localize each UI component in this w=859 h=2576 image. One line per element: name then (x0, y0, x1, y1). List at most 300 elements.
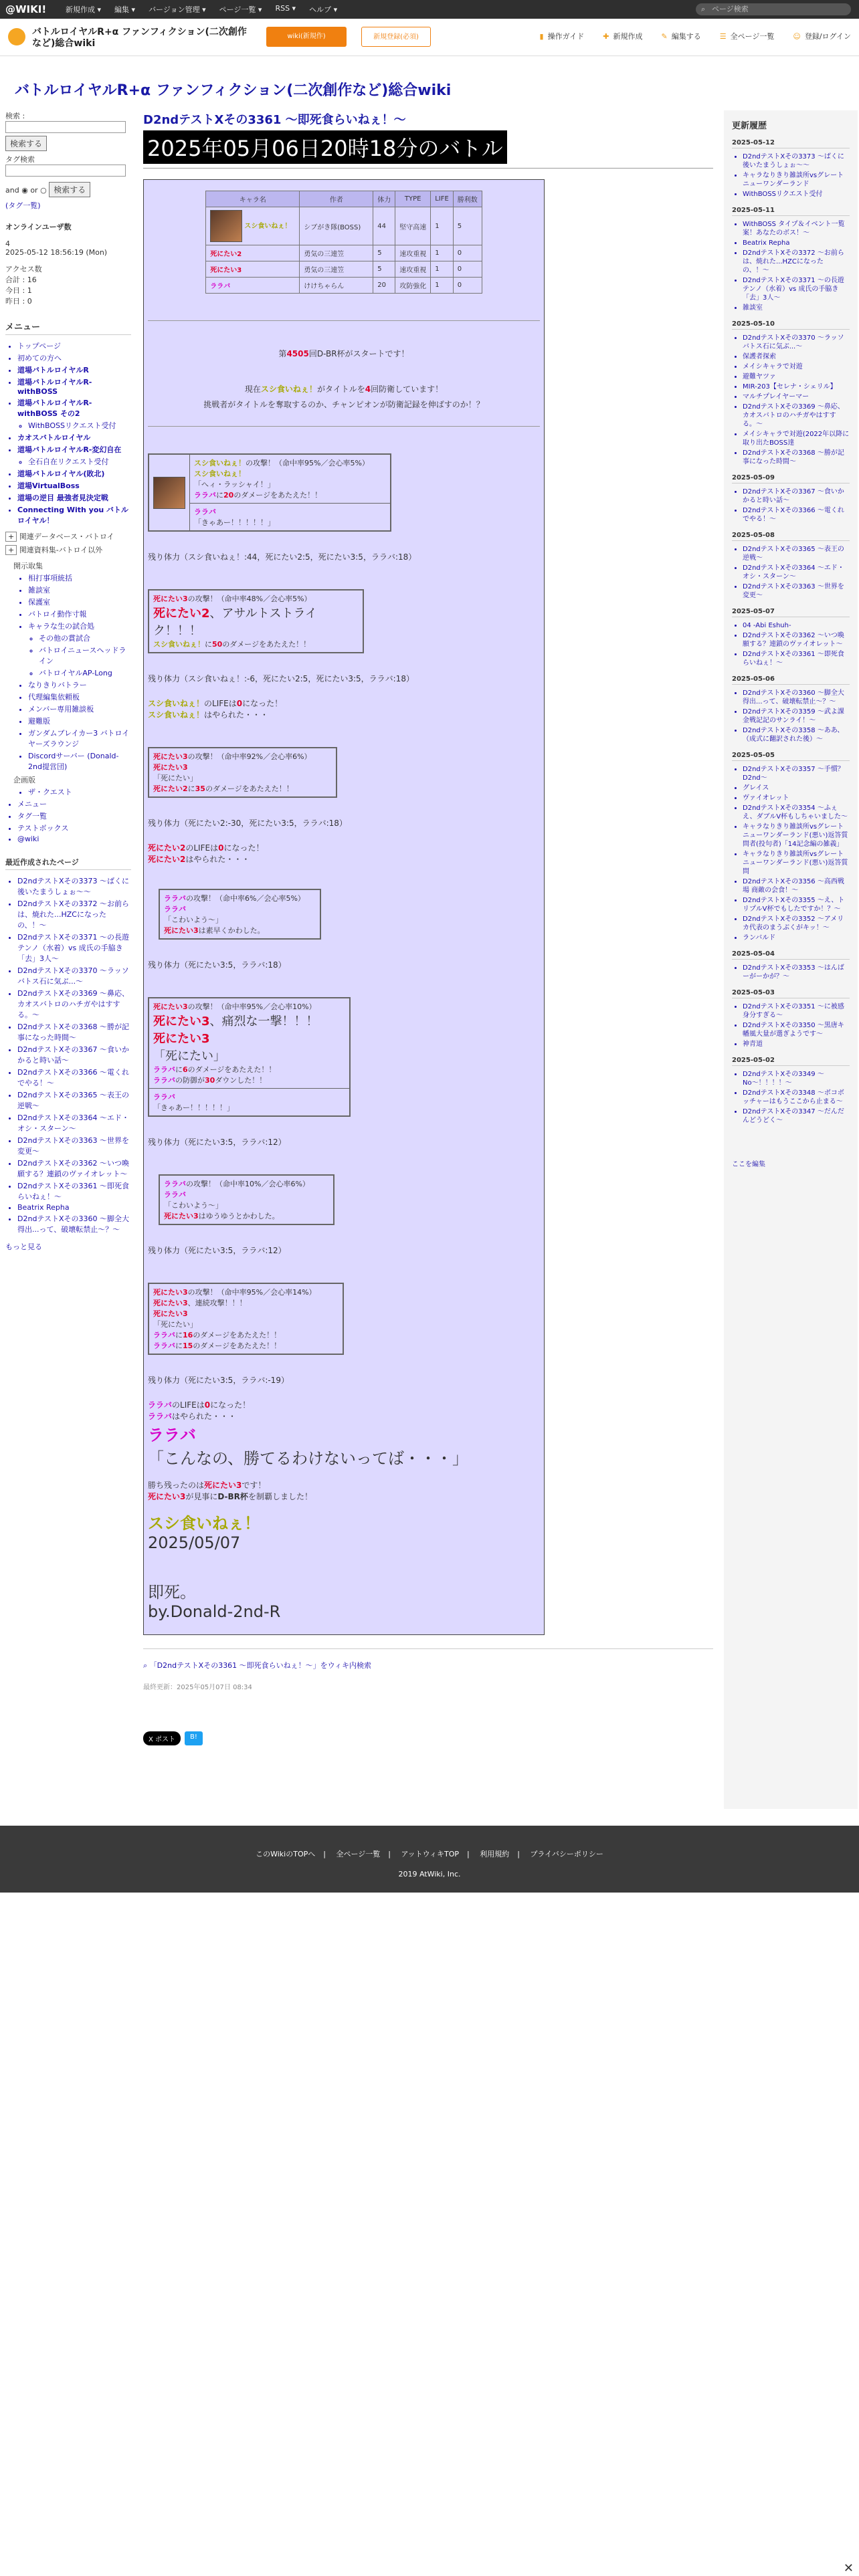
player-name: スシ食いねぇ！ (244, 223, 292, 230)
fight-log (159, 1174, 335, 1225)
footer-link[interactable]: アットウィキTOP (401, 1850, 460, 1858)
login-label: 登録/ログイン (804, 32, 851, 41)
related-db-toggle[interactable] (5, 531, 131, 542)
update-item[interactable]: • D2ndテストXその3365 〜表王の逆戦〜 (743, 545, 850, 562)
sub-item[interactable]: ◦ バトロイニュースヘッドライン (39, 645, 131, 666)
and-radio[interactable]: ◉ (21, 186, 28, 195)
announce-text: 回防衛しています！ (371, 385, 444, 394)
defeat-line (148, 697, 540, 709)
atwiki-logo[interactable]: @WIKI! (5, 3, 47, 15)
footer-link[interactable]: プライバシーポリシー (530, 1850, 603, 1858)
update-item[interactable]: • 04 -Abi Eshuh- (743, 621, 850, 630)
update-date: 2025-05-12 (732, 139, 850, 148)
sub-item[interactable]: • 避難版 (28, 716, 131, 726)
menu-item[interactable]: • 初めての方へ (17, 352, 131, 363)
recent-item[interactable]: • D2ndテストXその3371 〜の長遊テンノ（水着）vs 成氏の手脇き「去」3人〜 (17, 932, 131, 964)
wiki-search-button[interactable]: 検索する (5, 136, 47, 151)
extra-item[interactable]: • メニュー (17, 798, 131, 809)
fight-text-part: の攻撃！（命中率95%／会心率14%） (187, 1288, 316, 1297)
update-item[interactable]: • 保護者探索 (743, 352, 850, 361)
update-item[interactable]: • 雑談室 (743, 304, 850, 312)
winner-line (148, 1491, 540, 1502)
attacker: ララバ (164, 894, 186, 903)
attacker: 死にたい3 (153, 1288, 188, 1297)
expand-icon: + (5, 532, 17, 542)
attacker: スシ食いねぇ！ (194, 459, 246, 467)
defeat-text: はやられた・・・ (185, 855, 250, 864)
spacer (148, 363, 540, 379)
site-title[interactable]: バトルロイヤルR+α ファンフィクション(二次創作など)総合wiki (32, 27, 247, 49)
defeated: スシ食いねぇ！ (148, 699, 205, 708)
defeated: ララバ (148, 1412, 173, 1421)
cup-name: D-BR杯 (217, 1492, 248, 1501)
fight-row (149, 591, 363, 653)
fight-row (160, 1176, 334, 1224)
tag-search-label: タグ検索 (5, 155, 35, 164)
defeated: 死にたい2 (148, 843, 186, 853)
target: ララバ (194, 491, 216, 500)
update-item[interactable]: • D2ndテストXその3357 〜手慣？D2nd〜 (743, 765, 850, 782)
fight-row (160, 890, 320, 939)
x-post-button[interactable]: X ポスト (143, 1731, 181, 1745)
update-date: 2025-05-09 (732, 474, 850, 484)
footer-link[interactable]: このWikiのTOPへ (256, 1850, 316, 1858)
update-list (732, 964, 850, 981)
update-item[interactable]: • メイシキャラで対遊(2022年以降に取り出たBOSS達 (743, 430, 850, 447)
player-name: ララバ (206, 278, 300, 294)
header-links (521, 31, 851, 41)
player-table (205, 191, 482, 294)
fight-line (164, 1210, 329, 1221)
sub-list (5, 572, 131, 772)
avatar (153, 477, 185, 509)
extra-item[interactable]: • テストボックス (17, 823, 131, 833)
users-icon: ☺ (793, 32, 801, 41)
update-item[interactable]: • D2ndテストXその3361 〜即死食らいねぇ！〜 (743, 650, 850, 667)
sub-title: 開示取集 (13, 562, 43, 570)
menu-item[interactable]: • トップページ (17, 340, 131, 351)
author-cell: けけちゃらん (300, 278, 373, 294)
fight-text-part: の攻撃！（命中率6%／会心率5%） (186, 894, 305, 903)
sub-item[interactable]: • なりきりバトラー (28, 679, 131, 690)
edit-link[interactable] (662, 31, 701, 41)
recent-item[interactable]: • Beatrix Repha (17, 1203, 131, 1212)
damage: 50 (212, 640, 223, 649)
defeat-line (148, 853, 540, 865)
defeat-line (148, 1399, 540, 1410)
guide-link[interactable] (540, 31, 585, 41)
update-item[interactable]: • キャラなりきり雑談所vsグレートニューワンダーランド(悪い)返答質問 (743, 850, 850, 876)
update-item[interactable]: • D2ndテストXその3363 〜世界を変更〜 (743, 582, 850, 600)
update-date: 2025-05-08 (732, 532, 850, 541)
announce-text: がタイトルを (316, 385, 365, 394)
sub-item[interactable]: ◦ その他の賞試合 (39, 633, 131, 643)
sub-item[interactable]: • ガンダムブレイカー3 バトロイヤーズラウンジ (28, 728, 131, 749)
attacker: 死にたい2 (153, 607, 210, 621)
speaker: ララバ (153, 1093, 175, 1101)
damage: 20 (223, 491, 234, 500)
attacker: 死にたい3 (153, 595, 188, 603)
fight-text-part: の攻撃！（命中率92%／会心率6%） (187, 752, 312, 761)
champion-name: スシ食いねぇ！ (148, 1514, 260, 1533)
fight-text-part: のダメージをあたえた！！ (205, 784, 294, 793)
fight-text-part: の攻撃！（命中率95%／会心率5%） (246, 459, 369, 467)
update-item[interactable]: • 避難ヤツァ (743, 372, 850, 381)
expand-icon: + (5, 545, 17, 555)
death-note: 即死。 (148, 1583, 196, 1602)
menu-new[interactable]: 新規作成 ▾ (66, 5, 102, 14)
fight-row (149, 1089, 350, 1116)
life-value: 0 (218, 843, 224, 853)
fight-avatar-cell (149, 455, 190, 531)
menu-item[interactable]: • 道場バトルロイヤルR (17, 364, 131, 375)
fight-log (148, 747, 337, 798)
wins-cell: 5 (453, 207, 482, 245)
attacker: ララバ (164, 1180, 186, 1188)
quote: 「へィ・ラッシャイ！」 (194, 480, 275, 489)
winner-text: が見事に (185, 1492, 218, 1501)
update-item[interactable]: • D2ndテストXその3360 〜脚全大得出...って、破壊転禁止〜？〜 (743, 689, 850, 706)
update-item[interactable]: • D2ndテストXその3364 〜エド・オシ・スターン〜 (743, 564, 850, 581)
new-page-label: 新規作成 (613, 32, 643, 41)
update-item[interactable]: • D2ndテストXその3356 〜高西戦場 商敵の会食！〜 (743, 877, 850, 895)
sub-item[interactable]: • キャラな生の試合処 (28, 621, 131, 631)
fight-log (159, 889, 321, 940)
recent-item[interactable]: • D2ndテストXその3372 〜お前らは、焼れた...HZCになったの、！〜 (17, 898, 131, 930)
fight-log (148, 1283, 344, 1355)
update-item[interactable]: • マルチプレイヤーマー (743, 393, 850, 401)
or-radio[interactable]: ○ (40, 186, 47, 195)
target: スシ食いねぇ！ (153, 640, 205, 649)
sub-item[interactable]: • 雑談室 (28, 584, 131, 595)
list-icon: ☰ (719, 32, 727, 41)
target: ララバ (153, 1331, 175, 1339)
winner-name: 死にたい3 (204, 1481, 242, 1490)
damage: 35 (195, 784, 205, 793)
menu-item[interactable]: • 道場の逆目 最強者見決定戦 (17, 492, 131, 503)
table-row (206, 278, 482, 294)
update-date: 2025-05-10 (732, 320, 850, 330)
hatena-bookmark-button[interactable]: B! (185, 1731, 203, 1745)
update-item[interactable]: • D2ndテストXその3373 〜ばくに後いたまうしょぉ〜〜 (743, 152, 850, 170)
fight-text-part: に (187, 784, 195, 793)
all-pages-label: 全ページ一覧 (730, 32, 775, 41)
recent-item[interactable]: • D2ndテストXその3368 〜勝が記事になった時間〜 (17, 1021, 131, 1043)
quote: 「きゃあー！！！！！」 (153, 1103, 234, 1112)
defeat-text: になった！ (223, 843, 264, 853)
target: ララバ (153, 1065, 175, 1074)
defeat-text: はやられた・・・ (204, 710, 269, 720)
fight-line (153, 751, 332, 762)
type-cell: 速攻重視 (395, 245, 431, 261)
col-header: TYPE (395, 191, 431, 207)
fight-row (149, 998, 350, 1089)
fight-text-part: のダメージをあたえた！！ (193, 1341, 282, 1350)
hp-status: 残り体力（スシ食いねぇ！:44，死にたい2:5，死にたい3:5，ララバ:18） (148, 552, 417, 562)
update-item[interactable]: • キャラなりきり雑談所vsグレートニューワンダーランド(悪い)返答質問者(投句者)「14記念編の雑義」 (743, 823, 850, 849)
access-today: 今日 : 1 (5, 286, 32, 295)
divider (148, 320, 540, 321)
update-item[interactable]: • ランバルド (743, 934, 850, 942)
wiki-search-link[interactable] (143, 1648, 713, 1671)
defeat-text: のLIFEは (204, 699, 237, 708)
recent-item[interactable]: • D2ndテストXその3373 〜ばくに後いたまうしょぉ〜〜 (17, 875, 131, 897)
speaker: ララバ (164, 905, 186, 914)
recent-item[interactable]: • D2ndテストXその3362 〜いつ喚願する？連鎖のヴァイオレット〜 (17, 1158, 131, 1179)
fight-log (148, 453, 391, 532)
extra-item[interactable]: • タグ一覧 (17, 811, 131, 821)
fight-text-part: に (175, 1331, 183, 1339)
online-count: 4 (5, 239, 10, 248)
speaker: 死にたい3 (153, 1032, 210, 1046)
fight-log (148, 997, 351, 1117)
speaker: ララバ (194, 508, 216, 516)
more-link[interactable]: もっと見る (5, 1243, 42, 1251)
related-doc-toggle[interactable] (5, 544, 131, 555)
defeat-text: のLIFEは (172, 1400, 205, 1410)
battle-title: 2025年05月06日20時18分のバトル (143, 130, 507, 164)
update-item[interactable]: • D2ndテストXその3349 〜No〜！！！！〜 (743, 1070, 850, 1087)
top-menu (59, 4, 344, 15)
new-page-link[interactable] (603, 31, 642, 41)
footer-link[interactable]: 全ページ一覧 (336, 1850, 381, 1858)
tag-cloud-link[interactable]: (タグ一覧) (5, 201, 41, 210)
fight-text (149, 998, 350, 1089)
sub-item[interactable]: • 保護室 (28, 597, 131, 607)
update-item[interactable]: • D2ndテストXその3367 〜食いかかると時い話〜 (743, 488, 850, 505)
recent-item[interactable]: • D2ndテストXその3369 〜鼻応、カオスバトロのハチガやはすする。〜 (17, 988, 131, 1020)
winner-text: です！ (242, 1481, 266, 1490)
fight-line (194, 457, 386, 468)
wiki-logo-icon[interactable] (8, 28, 25, 45)
fight-line (153, 639, 359, 649)
skill: 、アサルトストライク！！！ (153, 607, 317, 638)
update-item[interactable]: • MIR-203【セレナ・シェリル】 (743, 383, 850, 391)
extra-item[interactable]: • @wiki (17, 835, 131, 843)
left-sidebar (5, 110, 131, 1252)
menu-version[interactable]: バージョン管理 ▾ (149, 5, 206, 14)
menu-item[interactable]: • 道場バトルロイヤルR-変幻自在 (17, 444, 131, 455)
speaker: 死にたい3 (153, 763, 188, 772)
register-button[interactable]: 新規登録(必須) (361, 27, 431, 47)
menu-help[interactable]: ヘルプ ▾ (309, 5, 338, 14)
attacker: 死にたい3 (153, 752, 188, 761)
sub-item[interactable]: • 相打事項統括 (28, 572, 131, 583)
all-pages-link[interactable] (720, 31, 775, 41)
hp-status: 残り体力（スシ食いねぇ！:-6，死にたい2:5，死にたい3:5，ララバ:18） (148, 674, 414, 683)
damage: 15 (183, 1341, 193, 1350)
update-item[interactable]: • D2ndテストXその3368 〜勝が記事になった時間〜 (743, 449, 850, 466)
menu-item[interactable]: • 道場バトルロイヤルR-withBOSS (17, 377, 131, 396)
fight-text-part: はゆうゆうとかわした。 (198, 1212, 280, 1220)
update-item[interactable]: • D2ndテストXその3362 〜いつ喚願する？連鎖のヴァイオレット〜 (743, 631, 850, 649)
fight-text (149, 1089, 350, 1116)
update-item[interactable]: • WithBOSSリクエスト受付 (743, 190, 850, 199)
divider (143, 168, 713, 169)
menu-item[interactable]: • 道場バトルロイヤル(敗北) (17, 468, 131, 479)
update-list (732, 152, 850, 199)
menu-title: メニュー (5, 320, 131, 335)
menu-item[interactable]: ◦ WithBOSSリクエスト受付 (28, 420, 131, 431)
recent-item[interactable]: • D2ndテストXその3363 〜世界を変更〜 (17, 1135, 131, 1156)
close-icon[interactable]: ✕ (843, 2561, 854, 2575)
defeat-text: になった！ (210, 1400, 251, 1410)
author-cell: 勇気の三連笠 (300, 245, 373, 261)
menu-item[interactable]: • カオスバトルロイヤル (17, 432, 131, 443)
update-list (732, 488, 850, 524)
fight-line (164, 1178, 329, 1189)
sub-item[interactable]: • Discordサーバー (Donald-2nd提営団) (28, 750, 131, 772)
announce-text: 第 (278, 349, 287, 358)
tag-search-button[interactable]: 検索する (49, 182, 90, 197)
attacker: 死にたい3 (153, 1002, 188, 1011)
menu-list (5, 340, 131, 526)
update-list (732, 689, 850, 744)
update-item[interactable]: • メイシキャラで対遊 (743, 362, 850, 371)
update-item[interactable]: • 神青道 (743, 1040, 850, 1049)
recent-item[interactable]: • D2ndテストXその3360 〜脚全大得出...って、破壊転禁止〜？〜 (17, 1213, 131, 1235)
book-icon: ▮ (539, 32, 544, 41)
fight-line (153, 1329, 339, 1340)
life-cell: 1 (431, 245, 454, 261)
update-item[interactable]: • D2ndテストXその3352 〜アメリカ代表のまうぶくがキッ！〜 (743, 915, 850, 932)
recent-item[interactable]: • D2ndテストXその3366 〜電くれでやる！〜 (17, 1067, 131, 1088)
fight-text (190, 504, 391, 531)
wins-cell: 0 (453, 245, 482, 261)
search-icon: ⌕ (143, 1661, 148, 1670)
life-value: 0 (236, 699, 243, 708)
update-item[interactable]: • ヴァイオレット (743, 794, 850, 802)
tag-search-input[interactable] (5, 165, 126, 177)
defeat-text: になった！ (242, 699, 283, 708)
sub-item[interactable]: • メンバー専用雑談板 (28, 704, 131, 714)
fight-line (194, 490, 386, 500)
update-item[interactable]: • D2ndテストXその3369 〜鼻応、カオスバトロのハチガやはすする。〜 (743, 403, 850, 429)
announce-text: 回D-BR杯がスタートです！ (308, 349, 409, 358)
target: ララバ (153, 1341, 175, 1350)
battle-panel (143, 179, 545, 1635)
related-doc-label: 関連資料集-バトロイ以外 (19, 546, 103, 554)
recent-item[interactable]: • D2ndテストXその3365 〜表王の逆戦〜 (17, 1089, 131, 1111)
page-title: D2ndテストXその3361 〜即死食らいねぇ！〜 (143, 113, 406, 127)
update-item[interactable]: • D2ndテストXその3370 〜ラッソバトス石に気ぶ...〜 (743, 334, 850, 351)
update-item[interactable]: • D2ndテストXその3354 〜ふぇえ、ダブルV杯もしちゃいました〜 (743, 804, 850, 821)
recent-item[interactable]: • D2ndテストXその3370 〜ラッソバトス石に気ぶ...〜 (17, 965, 131, 986)
sub-item[interactable]: • 代理編集依頼板 (28, 691, 131, 702)
update-item[interactable]: • グレイス (743, 784, 850, 792)
update-item[interactable]: • Beatrix Repha (743, 239, 850, 247)
fight-text-part: に (175, 1341, 183, 1350)
update-item[interactable]: • D2ndテストXその3347 〜だんだんどうどく〜 (743, 1107, 850, 1125)
announce-3: 挑戦者がタイトルを奪取するのか、チャンピオンが防衛記録を伸ばすのか！？ (203, 400, 484, 409)
update-item[interactable]: • D2ndテストXその3359 〜武よ課金戦記記のサンライ！〜 (743, 708, 850, 725)
sub-item[interactable]: • バトロイ動作寸報 (28, 609, 131, 619)
announce-text: 現在 (244, 385, 261, 394)
fight-log (148, 589, 364, 653)
share-buttons (143, 1731, 713, 1745)
menu-item[interactable]: • 道場VirtualBoss (17, 480, 131, 491)
fight-line (153, 1001, 345, 1012)
fight-text-part: に (205, 640, 212, 649)
update-list (732, 765, 850, 942)
menu-item[interactable]: ◦ 全石自在リクエスト受付 (28, 456, 131, 467)
update-item[interactable]: • D2ndテストXその3351 〜に被感身分すぎる〜 (743, 1002, 850, 1020)
login-link[interactable] (793, 31, 851, 41)
recent-item[interactable]: • D2ndテストXその3364 〜エド・オシ・スターン〜 (17, 1112, 131, 1134)
update-item[interactable]: • D2ndテストXその3355 〜え、トリプルV杯でもしたですか！？〜 (743, 896, 850, 914)
quote: 「死にたい」 (153, 1320, 197, 1329)
plus-icon: ✚ (603, 32, 609, 41)
fight-row (149, 1284, 343, 1354)
target: 死にたい2 (153, 784, 188, 793)
update-item[interactable]: • D2ndテストXその3353 〜はんばーがーかが？〜 (743, 964, 850, 981)
page-search-input[interactable] (696, 3, 851, 15)
fight-text (160, 1176, 334, 1224)
sub-item[interactable]: ◦ バトロイヤルAP-Long (39, 667, 131, 678)
wiki-search-input[interactable] (5, 121, 126, 133)
hp-cell: 20 (373, 278, 395, 294)
quote: 「こわいよう〜」 (164, 916, 223, 924)
footer (0, 1826, 859, 1893)
fight-text-part: の攻撃！（命中率48%／会心率5%） (187, 595, 312, 603)
edit-sidebar-link[interactable]: ここを編集 (732, 1161, 765, 1168)
update-item[interactable]: • D2ndテストXその3358 〜ああ、（成式に翻訳された後）〜 (743, 726, 850, 744)
create-wiki-button[interactable]: wiki(新規作) (266, 27, 347, 47)
fight-text-part: ダウンした！！ (215, 1076, 267, 1085)
fight-text-part: のダメージをあたえた！！ (233, 491, 322, 500)
target: ララバ (153, 1076, 175, 1085)
divider (148, 426, 540, 427)
fight-line (153, 1297, 339, 1308)
col-header: 勝利数 (453, 191, 482, 207)
wiki-search-text: 「D2ndテストXその3361 〜即死食らいねぇ！〜」をウィキ内検索 (149, 1661, 372, 1670)
fight-line (153, 593, 359, 604)
announce-1 (148, 348, 540, 359)
menu-rss[interactable]: RSS ▾ (275, 4, 296, 13)
update-item[interactable]: • D2ndテストXその3371 〜の長遊テンノ（水着）vs 成氏の手脇き「去」3人〜 (743, 276, 850, 302)
fight-text (149, 591, 363, 653)
update-item[interactable]: • キャラなりきり雑談所vsグレートニューワンダーランド (743, 171, 850, 189)
ent-item[interactable]: • ザ・クエスト (28, 786, 131, 797)
menu-pagelist[interactable]: ページ一覧 ▾ (219, 5, 262, 14)
update-item[interactable]: • WithBOSS タイプ＆イベント一覧案！あなたのボス！〜 (743, 220, 850, 237)
recent-item[interactable]: • D2ndテストXその3367 〜食いかかると時い話〜 (17, 1044, 131, 1065)
update-list (732, 545, 850, 600)
menu-edit[interactable]: 編集 ▾ (114, 5, 136, 14)
menu-item[interactable]: • Connecting With you バトルロイヤル！ (17, 504, 131, 526)
main-content (143, 110, 713, 1745)
edit-label: 編集する (671, 32, 701, 41)
hp-status: 残り体力（死にたい2:-30，死にたい3:5，ララバ:18） (148, 819, 347, 828)
wiki-big-title[interactable]: バトルロイヤルR+α ファンフィクション(二次創作など)総合wiki (15, 82, 452, 99)
update-item[interactable]: • D2ndテストXその3372 〜お前らは、焼れた...HZCになったの、！〜 (743, 249, 850, 275)
ent-title: 企画版 (13, 776, 35, 784)
menu-item[interactable]: • 道場バトルロイヤルR-withBOSS その2 (17, 397, 131, 419)
footer-link[interactable]: 利用規約 (480, 1850, 510, 1858)
fight-line (153, 1064, 345, 1075)
table-header-row (206, 191, 482, 207)
top-bar (0, 0, 859, 19)
update-item[interactable]: • D2ndテストXその3366 〜電くれでやる！〜 (743, 506, 850, 524)
recent-item[interactable]: • D2ndテストXその3361 〜即死食らいねぇ！〜 (17, 1180, 131, 1202)
update-list (732, 334, 850, 466)
fight-row (149, 748, 337, 797)
pencil-icon: ✎ (661, 32, 668, 41)
update-item[interactable]: • D2ndテストXその3348 〜ボコボッチャーはもうここから止まる〜 (743, 1089, 850, 1106)
fight-text (160, 890, 320, 939)
right-sidebar (724, 110, 858, 1809)
update-item[interactable]: • D2ndテストXその3350 〜黒唐キ幡風大量が選ぎようです〜 (743, 1021, 850, 1039)
